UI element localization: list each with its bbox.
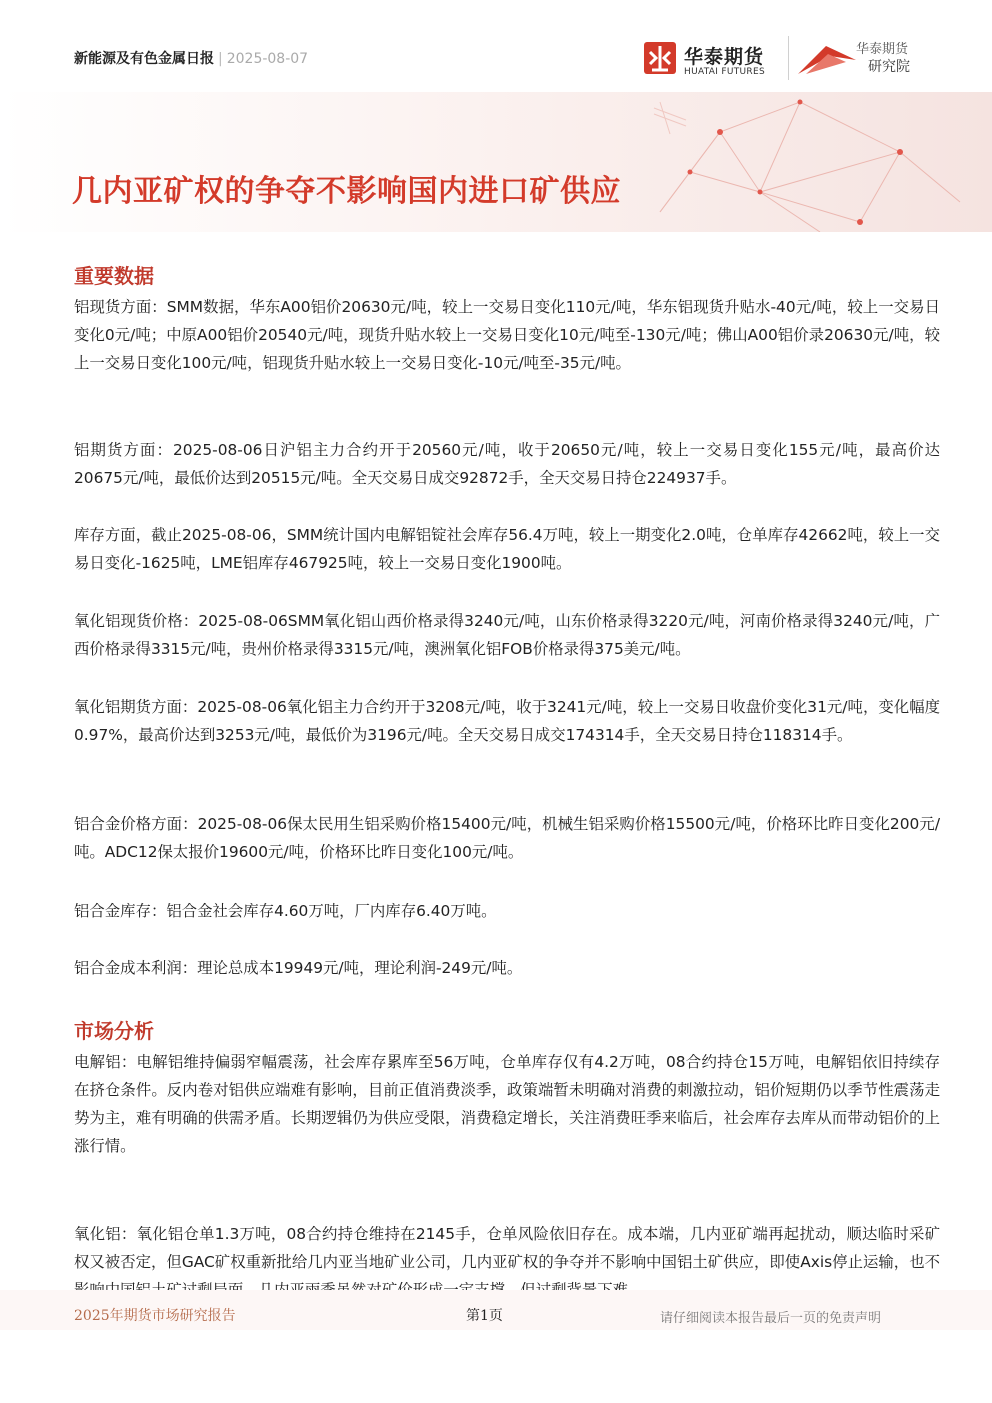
paragraph-alumina-analysis: 氧化铝：氧化铝仓单1.3万吨，08合约持仓维持在2145手，仓单风险依旧存在。成本端，几内亚矿端再起扰动，顺达临时采矿权又被否定，但GAC矿权重新批给几内亚当地矿业公司，几内亚矿权的争夺并不影响中国铝土矿供应，即使Axis停止运输，也不 (74, 1225, 940, 1271)
paragraph-alloy-cost-profit: 铝合金成本利润：理论总成本19949元/吨，理论利润-249元/吨。 (74, 959, 523, 977)
paragraph-alloy-price: 铝合金价格方面：2025-08-06保太民用生铝采购价格15400元/吨，机械生铝采购价格15500元/吨，价格环比昨日变化200元/吨。ADC12保太报价19600元/吨，价格环比昨日变化100元/吨。 (74, 815, 940, 861)
paragraph-alloy-inventory: 铝合金库存：铝合金社会库存4.60万吨，厂内库存6.40万吨。 (74, 902, 497, 920)
paragraph-aluminum-spot: 铝现货方面：SMM数据，华东A00铝价20630元/吨，较上一交易日变化110元/吨，华东铝现货升贴水-40元/吨，较上一交易日变化0元/吨；中原A00铝价20540元/吨，现货升贴水较上一交易日变化10元/吨至-130元/吨；佛山A00铝价录20630元/吨，较上一交易日变化100元/吨，铝现货升贴水较上一交易日变化-10元/吨至-35元/吨。 (74, 298, 940, 372)
institute-line2: 研究院 (868, 59, 910, 75)
huatai-futures-logo (642, 40, 782, 80)
paragraph-alumina-spot: 氧化铝现货价格：2025-08-06SMM氧化铝山西价格录得3240元/吨，山东价格录得3220元/吨，河南价格录得3240元/吨，广西价格录得3315元/吨，贵州价格录得3315元/吨，澳洲氧化铝FOB价格录得375美元/吨。 (74, 612, 940, 658)
logo-cn-text: 华泰期货 (684, 46, 765, 68)
page-header (0, 0, 992, 90)
paragraph-electrolytic-aluminum: 电解铝：电解铝维持偏弱窄幅震荡，社会库存累库至56万吨，仓单库存仅有4.2万吨，08合约持仓15万吨，电解铝依旧持续存在挤仓条件。反内卷对铝供应端难有影响，目前正值消费淡季，政策端暂未明确对消费的刺激拉动，铝价短期仍以季节性震荡走势为主，难有明确的供需矛盾。长期逻辑仍为供应受限，消费稳定增长，关注消费旺季来临后，社会库存去库从而带动铝价的上涨行情。 (74, 1053, 940, 1155)
report-name: 新能源及有色金属日报 (74, 51, 214, 67)
header-separator: | (218, 51, 223, 67)
paragraph-aluminum-futures: 铝期货方面：2025-08-06日沪铝主力合约开于20560元/吨，收于20650元/吨，较上一交易日变化155元/吨，最高价达20675元/吨，最低价达到20515元/吨。全天交易日成交92872手，全天交易日持仓224937手。 (74, 441, 940, 487)
paragraph-inventory: 库存方面，截止2025-08-06，SMM统计国内电解铝锭社会库存56.4万吨，较上一期变化2.0吨，仓单库存42662吨，较上一交易日变化-1625吨，LME铝库存467925吨，较上一交易日变化1900吨。 (74, 526, 940, 572)
logo-divider (788, 36, 789, 80)
banner-network-graphic (0, 92, 992, 232)
section-heading-market-analysis: 市场分析 (74, 1019, 154, 1043)
footer-report-label: 2025年期货市场研究报告 (74, 1308, 236, 1324)
institute-line1: 华泰期货 (856, 42, 909, 57)
section-heading-key-data: 重要数据 (74, 264, 154, 288)
logo-en-text: HUATAI FUTURES (684, 67, 765, 77)
paragraph-alumina-futures: 氧化铝期货方面：2025-08-06氧化铝主力合约开于3208元/吨，收于3241元/吨，较上一交易日收盘价变化31元/吨，变化幅度0.97%，最高价达到3253元/吨，最低价为3196元/吨。全天交易日成交174314手，全天交易日持仓118314手。 (74, 698, 940, 744)
report-header-label (74, 48, 308, 68)
report-date: 2025-08-07 (226, 51, 309, 67)
page-title: 几内亚矿权的争夺不影响国内进口矿供应 (72, 174, 621, 209)
institute-wing-icon (796, 40, 858, 76)
research-institute-logo (796, 36, 926, 82)
huatai-logo-mark-icon (642, 40, 678, 76)
footer-disclaimer-note: 请仔细阅读本报告最后一页的免责声明 (660, 1311, 882, 1326)
footer-page-number: 第1页 (466, 1308, 503, 1324)
